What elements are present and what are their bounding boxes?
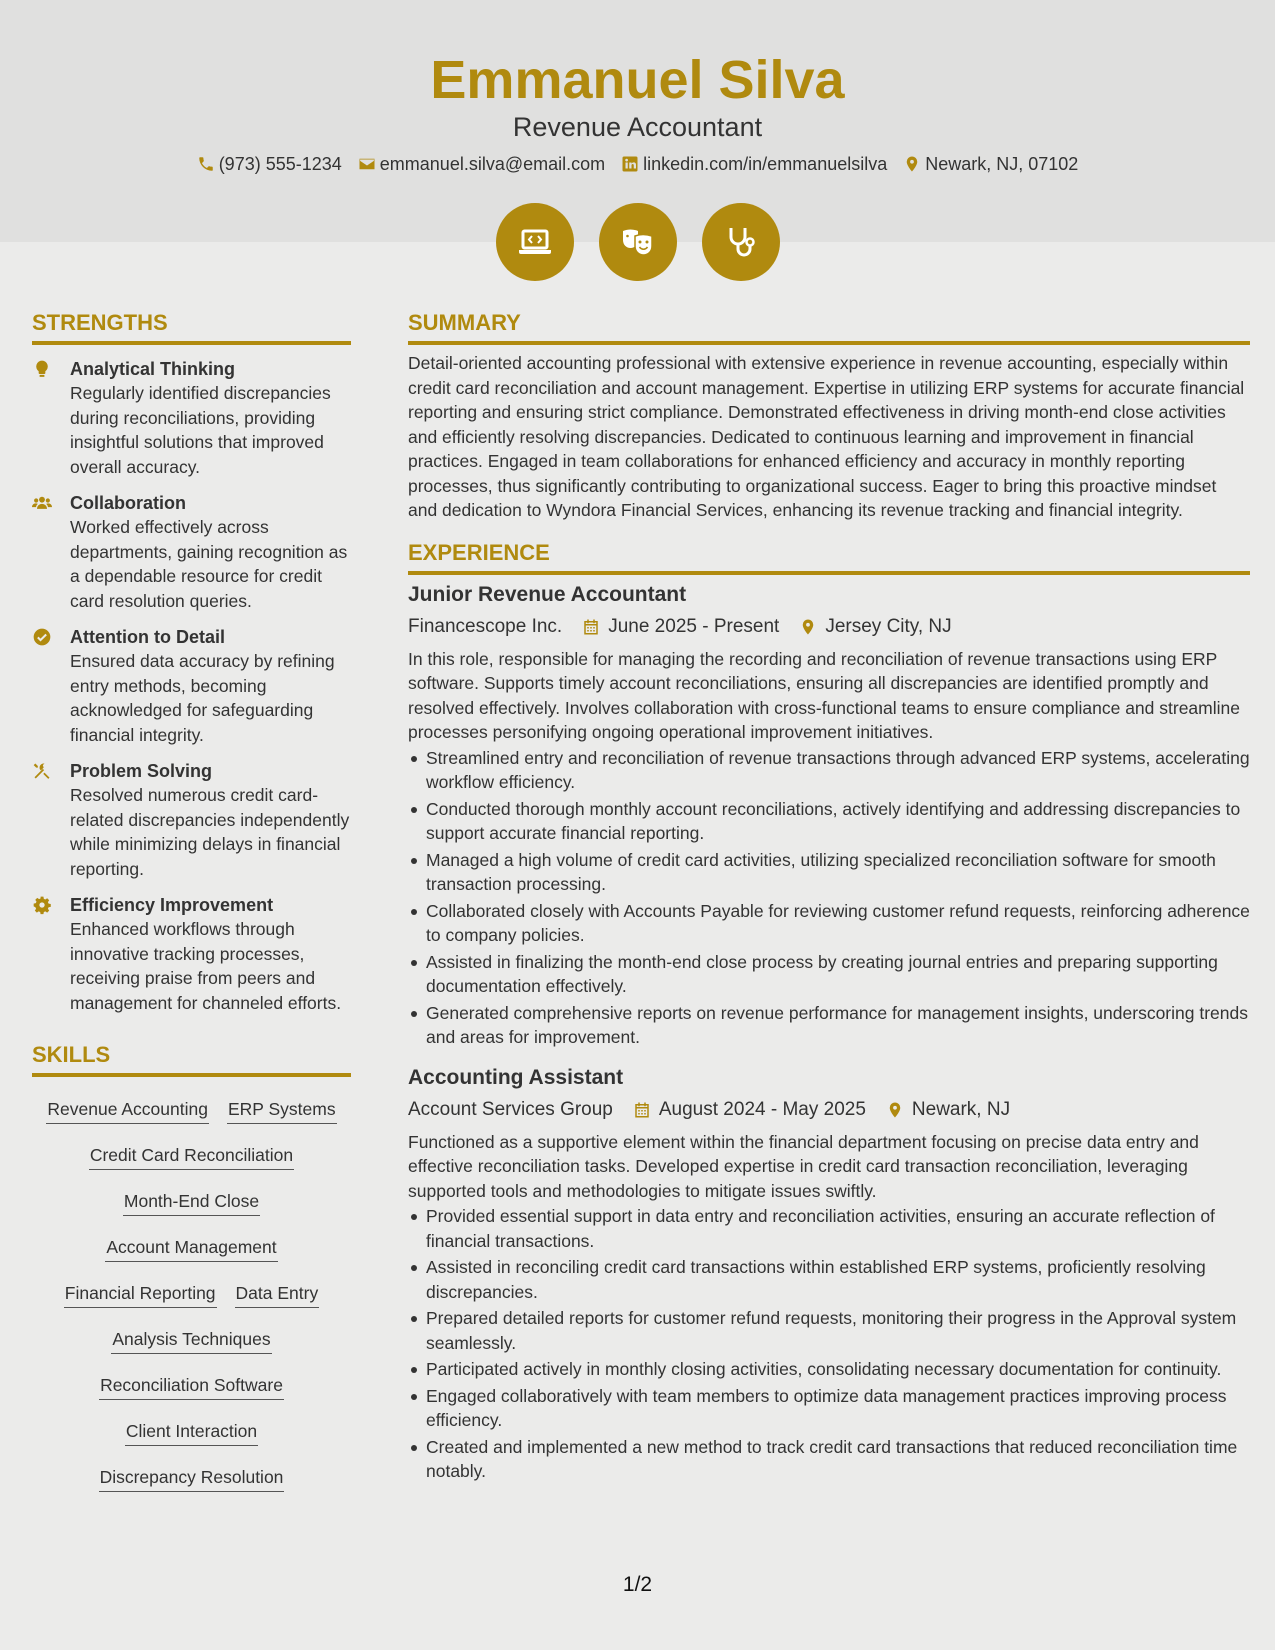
strength-title: Analytical Thinking [70,359,236,379]
phone-text: (973) 555-1234 [218,154,342,174]
list-item: Streamlined entry and reconciliation of revenue transactions through advanced ERP systems, accelerating workflow efficiency. [408,746,1250,795]
candidate-name: Emmanuel Silva [430,50,845,110]
strength-title: Problem Solving [70,761,213,781]
location-text: Newark, NJ, 07102 [925,154,1079,174]
map-pin-icon [799,618,817,636]
skill-tag: Revenue Accounting [46,1097,209,1124]
skill-tag: Reconciliation Software [99,1373,284,1400]
strength-desc: Enhanced workflows through innovative tracking processes, receiving praise from peers and management for channeled efforts. [70,919,342,1013]
job-entry [408,1064,1250,1484]
skill-tag: Month-End Close [123,1189,260,1216]
users-icon [32,493,52,513]
skill-tag: Analysis Techniques [111,1327,271,1354]
map-pin-icon [903,155,921,173]
job-location: Jersey City, NJ [825,615,952,637]
job-title: Revenue Accountant [512,112,763,142]
calendar-icon [633,1101,651,1119]
left-column [32,309,351,1492]
list-item: Assisted in finalizing the month-end close process by creating journal entries and preparing supporting documentation effectively. [408,950,1250,999]
strengths-heading: STRENGTHS [32,309,351,345]
check-circle-icon [32,627,52,647]
envelope-icon [358,155,376,173]
list-item: Managed a high volume of credit card activities, utilizing specialized reconciliation software for smooth transaction processing. [408,848,1250,897]
laptop-code-icon [515,222,555,262]
summary-text: Detail-oriented accounting professional with extensive experience in revenue accounting, especially within credit card reconciliation and account management. Expertise in utilizing ERP systems for accurate financial reporting and ensuring strict compliance. Demonstrated effectiveness in driving month-end close activities and efficiently resolving discrepancies. Dedicated to continuous learning and improvement in financial practices. Engaged in team collaborations for enhanced efficiency and accuracy in monthly reporting processes, thus significantly contributing to organizational success. Eager to bring this proactive mindset and dedication to Wyndora Financial Services, enhancing its revenue tracking and financial integrity. [408,353,1245,520]
skills-heading: SKILLS [32,1041,351,1077]
map-pin-icon [886,1101,904,1119]
job-role: Junior Revenue Accountant [408,582,687,606]
job-entry [408,581,1250,1050]
list-item: Conducted thorough monthly account reconciliations, actively identifying and addressing discrepancies to support accurate financial reporting. [408,797,1250,846]
job-meta [408,613,1250,641]
strength-desc: Ensured data accuracy by refining entry methods, becoming acknowledged for safeguarding financial integrity. [70,651,335,745]
job-bullets [408,746,1250,1050]
job-role: Accounting Assistant [408,1065,624,1089]
job-company: Account Services Group [408,1098,613,1120]
strength-title: Attention to Detail [70,627,225,647]
list-item: Created and implemented a new method to track credit card transactions that reduced reconciliation time notably. [408,1435,1250,1484]
strength-desc: Worked effectively across departments, gaining recognition as a dependable resource for credit card resolution queries. [70,517,348,611]
phone-icon [197,155,215,173]
list-item: Engaged collaboratively with team members to optimize data management practices improving process efficiency. [408,1384,1250,1433]
contact-bar [0,152,1275,176]
interest-circle-theater [599,203,677,281]
gear-icon [32,895,52,915]
strength-item [32,625,351,747]
skills-list [32,1097,351,1492]
job-dates: June 2025 - Present [608,615,780,637]
linkedin-icon [621,155,639,173]
skill-tag: Financial Reporting [64,1281,217,1308]
strength-item [32,357,351,479]
list-item: Prepared detailed reports for customer refund requests, monitoring their progress in the Approval system seamlessly. [408,1306,1250,1355]
strength-desc: Regularly identified discrepancies during reconciliations, providing insightful solutions that improved overall accuracy. [70,383,331,477]
job-location: Newark, NJ [911,1098,1011,1120]
list-item: Assisted in reconciling credit card transactions within established ERP systems, proficiently resolving discrepancies. [408,1255,1250,1304]
stethoscope-icon [721,222,761,262]
strength-desc: Resolved numerous credit card-related discrepancies independently while minimizing delays in financial reporting. [70,785,350,879]
skill-tag: ERP Systems [227,1097,337,1124]
job-description: Functioned as a supportive element within the financial department focusing on precise data entry and effective reconciliation tasks. Developed expertise in credit card transaction reconciliation, leveraging supported tools and methodologies to mitigate issues swiftly. [408,1131,1199,1201]
summary-heading: SUMMARY [408,309,1250,345]
email-text: emmanuel.silva@email.com [379,154,606,174]
contact-location [903,152,1078,176]
theater-masks-icon [618,222,658,262]
calendar-icon [582,618,600,636]
interest-circle-laptop [496,203,574,281]
experience-heading: EXPERIENCE [408,539,1250,575]
strength-item [32,491,351,613]
strength-title: Collaboration [70,493,186,513]
job-meta [408,1096,1250,1124]
list-item: Participated actively in monthly closing activities, consolidating necessary documentation for continuity. [408,1357,1250,1382]
page-number: 1/2 [622,1573,653,1596]
right-column [408,309,1250,1486]
linkedin-text: linkedin.com/in/emmanuelsilva [643,154,888,174]
skill-tag: Client Interaction [125,1419,258,1446]
list-item: Provided essential support in data entry and reconciliation activities, ensuring an accurate reflection of financial transactions. [408,1204,1250,1253]
list-item: Generated comprehensive reports on revenue performance for management insights, underscoring trends and areas for improvement. [408,1001,1250,1050]
job-company: Financescope Inc. [408,615,563,637]
interest-circle-stethoscope [702,203,780,281]
skill-tag: Account Management [105,1235,277,1262]
strength-item [32,759,351,881]
job-bullets [408,1204,1250,1484]
skill-tag: Discrepancy Resolution [99,1465,285,1492]
tools-icon [32,761,52,781]
strength-title: Efficiency Improvement [70,895,274,915]
skill-tag: Credit Card Reconciliation [89,1143,294,1170]
job-description: In this role, responsible for managing the recording and reconciliation of revenue transactions using ERP software. Supports timely account reconciliations, ensuring all discrepancies are identified promptly and resolved effectively. Involves collaboration with cross-functional teams to ensure compliance and streamline processes personifying ongoing operational improvement initiatives. [408,648,1240,742]
lightbulb-icon [32,359,52,379]
strength-item [32,893,351,1015]
interest-icons [0,203,1275,281]
contact-phone[interactable] [197,152,342,176]
contact-email[interactable] [358,152,605,176]
job-dates: August 2024 - May 2025 [658,1098,866,1120]
contact-linkedin[interactable] [621,152,887,176]
skill-tag: Data Entry [235,1281,320,1308]
list-item: Collaborated closely with Accounts Payable for reviewing customer refund requests, reinforcing adherence to company policies. [408,899,1250,948]
